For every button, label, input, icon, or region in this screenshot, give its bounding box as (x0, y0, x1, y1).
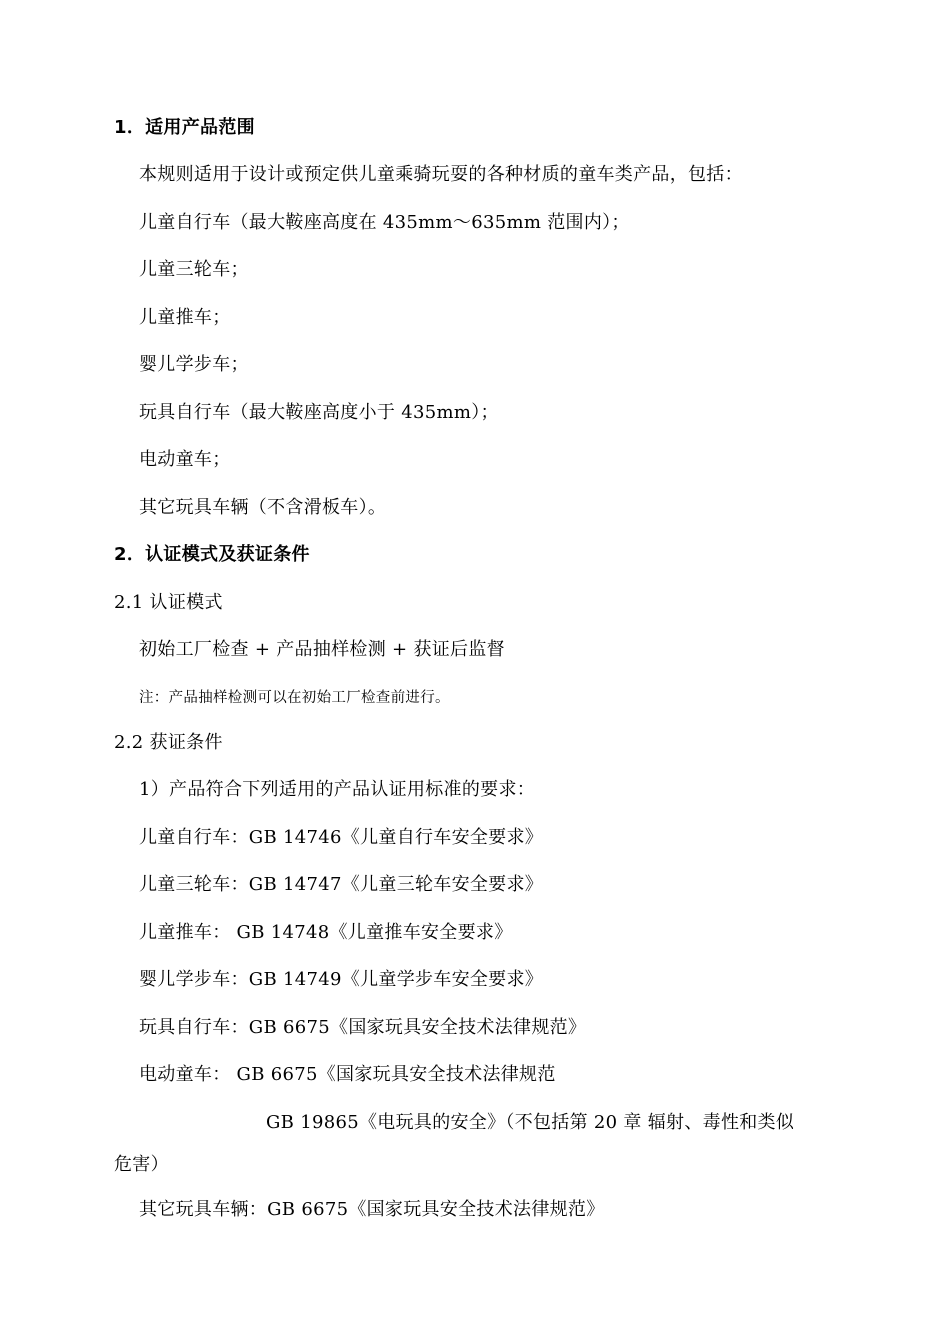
certification-note: 注：产品抽样检测可以在初始工厂检查前进行。 (139, 690, 450, 706)
standard-electric-toy-safety-cont: 危害） (114, 1154, 169, 1175)
standard-stroller: 儿童推车： GB 14748《儿童推车安全要求》 (139, 922, 513, 943)
product-item-other-toy-vehicles: 其它玩具车辆（不含滑板车）。 (139, 497, 387, 518)
product-item-stroller: 儿童推车； (139, 307, 231, 328)
subsection-2-1-heading: 2.1 认证模式 (114, 592, 223, 613)
standard-toy-bicycle: 玩具自行车：GB 6675《国家玩具安全技术法律规范》 (139, 1017, 587, 1038)
section-1-heading: 1．适用产品范围 (114, 117, 255, 138)
condition-1: 1）产品符合下列适用的产品认证用标准的要求： (139, 779, 536, 800)
certification-mode-text: 初始工厂检查 + 产品抽样检测 + 获证后监督 (139, 639, 505, 660)
subsection-2-2-heading: 2.2 获证条件 (114, 732, 223, 753)
section-1-intro: 本规则适用于设计或预定供儿童乘骑玩耍的各种材质的童车类产品，包括： (139, 164, 743, 185)
standard-electric-ride-on: 电动童车： GB 6675《国家玩具安全技术法律规范 (139, 1064, 556, 1085)
product-item-kids-tricycle: 儿童三轮车； (139, 259, 249, 280)
product-item-electric-ride-on: 电动童车； (139, 449, 231, 470)
standard-kids-tricycle: 儿童三轮车：GB 14747《儿童三轮车安全要求》 (139, 874, 544, 895)
standard-kids-bicycle: 儿童自行车：GB 14746《儿童自行车安全要求》 (139, 827, 544, 848)
product-item-baby-walker: 婴儿学步车； (139, 354, 249, 375)
product-item-toy-bicycle: 玩具自行车（最大鞍座高度小于 435mm）； (139, 402, 499, 423)
standard-other-toy-vehicles: 其它玩具车辆：GB 6675《国家玩具安全技术法律规范》 (139, 1199, 605, 1220)
product-item-kids-bicycle: 儿童自行车（最大鞍座高度在 435mm～635mm 范围内）； (139, 212, 630, 233)
standard-baby-walker: 婴儿学步车：GB 14749《儿童学步车安全要求》 (139, 969, 544, 990)
section-2-heading: 2．认证模式及获证条件 (114, 544, 310, 565)
standard-electric-toy-safety: GB 19865《电玩具的安全》（不包括第 20 章 辐射、毒性和类似 (266, 1112, 795, 1133)
